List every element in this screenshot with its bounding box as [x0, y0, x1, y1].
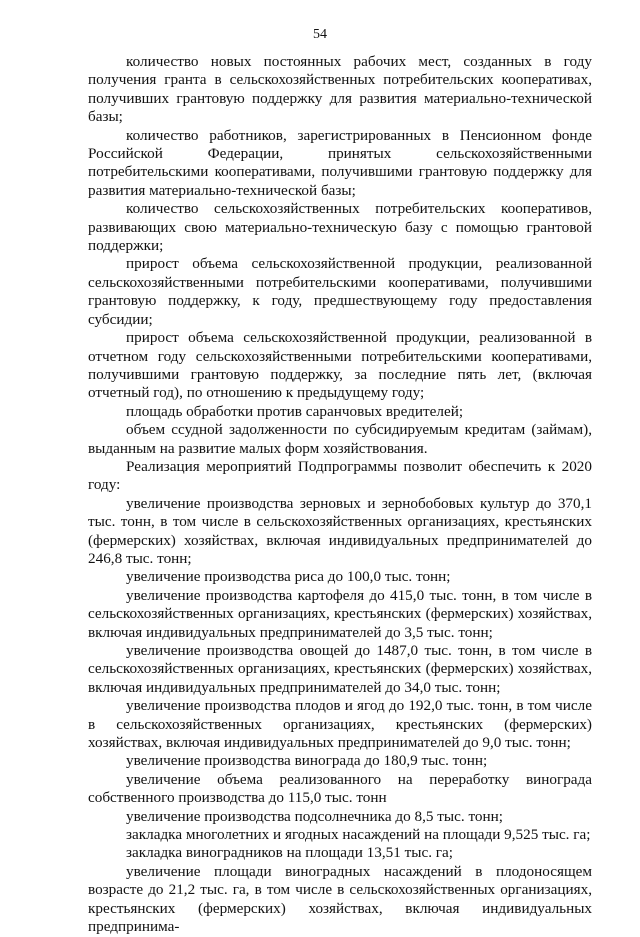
paragraph: увеличение объема реализованного на переработку винограда собственного производства до 115,0 тыс. тонн — [88, 770, 592, 807]
paragraph: площадь обработки против саранчовых вредителей; — [126, 402, 464, 420]
paragraph: увеличение производства риса до 100,0 тыс. тонн; — [126, 568, 451, 586]
paragraph: закладка виноградников на площади 13,51 тыс. га; — [126, 844, 453, 862]
paragraph: количество новых постоянных рабочих мест, созданных в году получения гранта в сельскохозяйственных потребительских кооперативах, получивших грантовую поддержку для развития материально-технической базы; — [88, 53, 592, 126]
paragraph: увеличение производства картофеля до 415,0 тыс. тонн, в том числе в сельскохозяйственных организациях, крестьянских (фермерских) хозяйствах, включая индивидуальных предпринимателей до 3,5 тыс. тонн; — [88, 586, 592, 641]
paragraph: увеличение площади виноградных насаждений в плодоносящем возрасте до 21,2 тыс. га, в том числе в сельскохозяйственных организациях, крестьянских (фермерских) хозяйствах, включая индивидуальных предпринима- — [88, 862, 592, 936]
page-number: 54 — [313, 27, 327, 42]
paragraph: Реализация мероприятий Подпрограммы позволит обеспечить к 2020 году: — [88, 457, 592, 494]
paragraph: увеличение производства винограда до 180,9 тыс. тонн; — [126, 752, 488, 770]
paragraph: увеличение производства подсолнечника до 8,5 тыс. тонн; — [126, 807, 503, 825]
paragraph: увеличение производства плодов и ягод до 192,0 тыс. тонн, в том числе в сельскохозяйственных организациях, крестьянских (фермерских) хозяйствах, включая индивидуальных предпринимателей до 9,0 тыс. тонн; — [88, 697, 592, 752]
paragraph: объем ссудной задолженности по субсидируемым кредитам (займам), выданным на развитие малых форм хозяйствования. — [88, 421, 592, 457]
paragraph: количество сельскохозяйственных потребительских кооперативов, развивающих свою материально-техническую базу с помощью грантовой поддержки; — [88, 200, 592, 255]
paragraph: увеличение производства овощей до 1487,0 тыс. тонн, в том числе в сельскохозяйственных организациях, крестьянских (фермерских) хозяйствах, включая индивидуальных предпринимателей до 34,0 тыс. тонн; — [88, 642, 592, 696]
paragraph: прирост объема сельскохозяйственной продукции, реализованной сельскохозяйственными потребительскими кооперативами, получившими грантовую поддержку, к году, предшествующему году предоставления субсидии; — [88, 255, 592, 328]
paragraph: прирост объема сельскохозяйственной продукции, реализованной в отчетном году сельскохозяйственными потребительскими кооперативами, получившими грантовую поддержку, за последние пять лет, (включая отчетный год), по отношению к предыдущему году; — [88, 329, 592, 402]
paragraph: количество работников, зарегистрированных в Пенсионном фонде Российской Федерации, принятых сельскохозяйственными потребительскими кооперативами, получившими грантовую поддержку для развития материально-технической базы; — [88, 126, 592, 199]
paragraph: закладка многолетних и ягодных насаждений на площади 9,525 тыс. га; — [126, 826, 591, 844]
paragraph: увеличение производства зерновых и зернобобовых культур до 370,1 тыс. тонн, в том числе в сельскохозяйственных организациях, крестьянских (фермерских) хозяйствах, включая индивидуальных предпринимателей до 246,8 тыс. тонн; — [88, 494, 592, 567]
page-body — [88, 53, 592, 937]
